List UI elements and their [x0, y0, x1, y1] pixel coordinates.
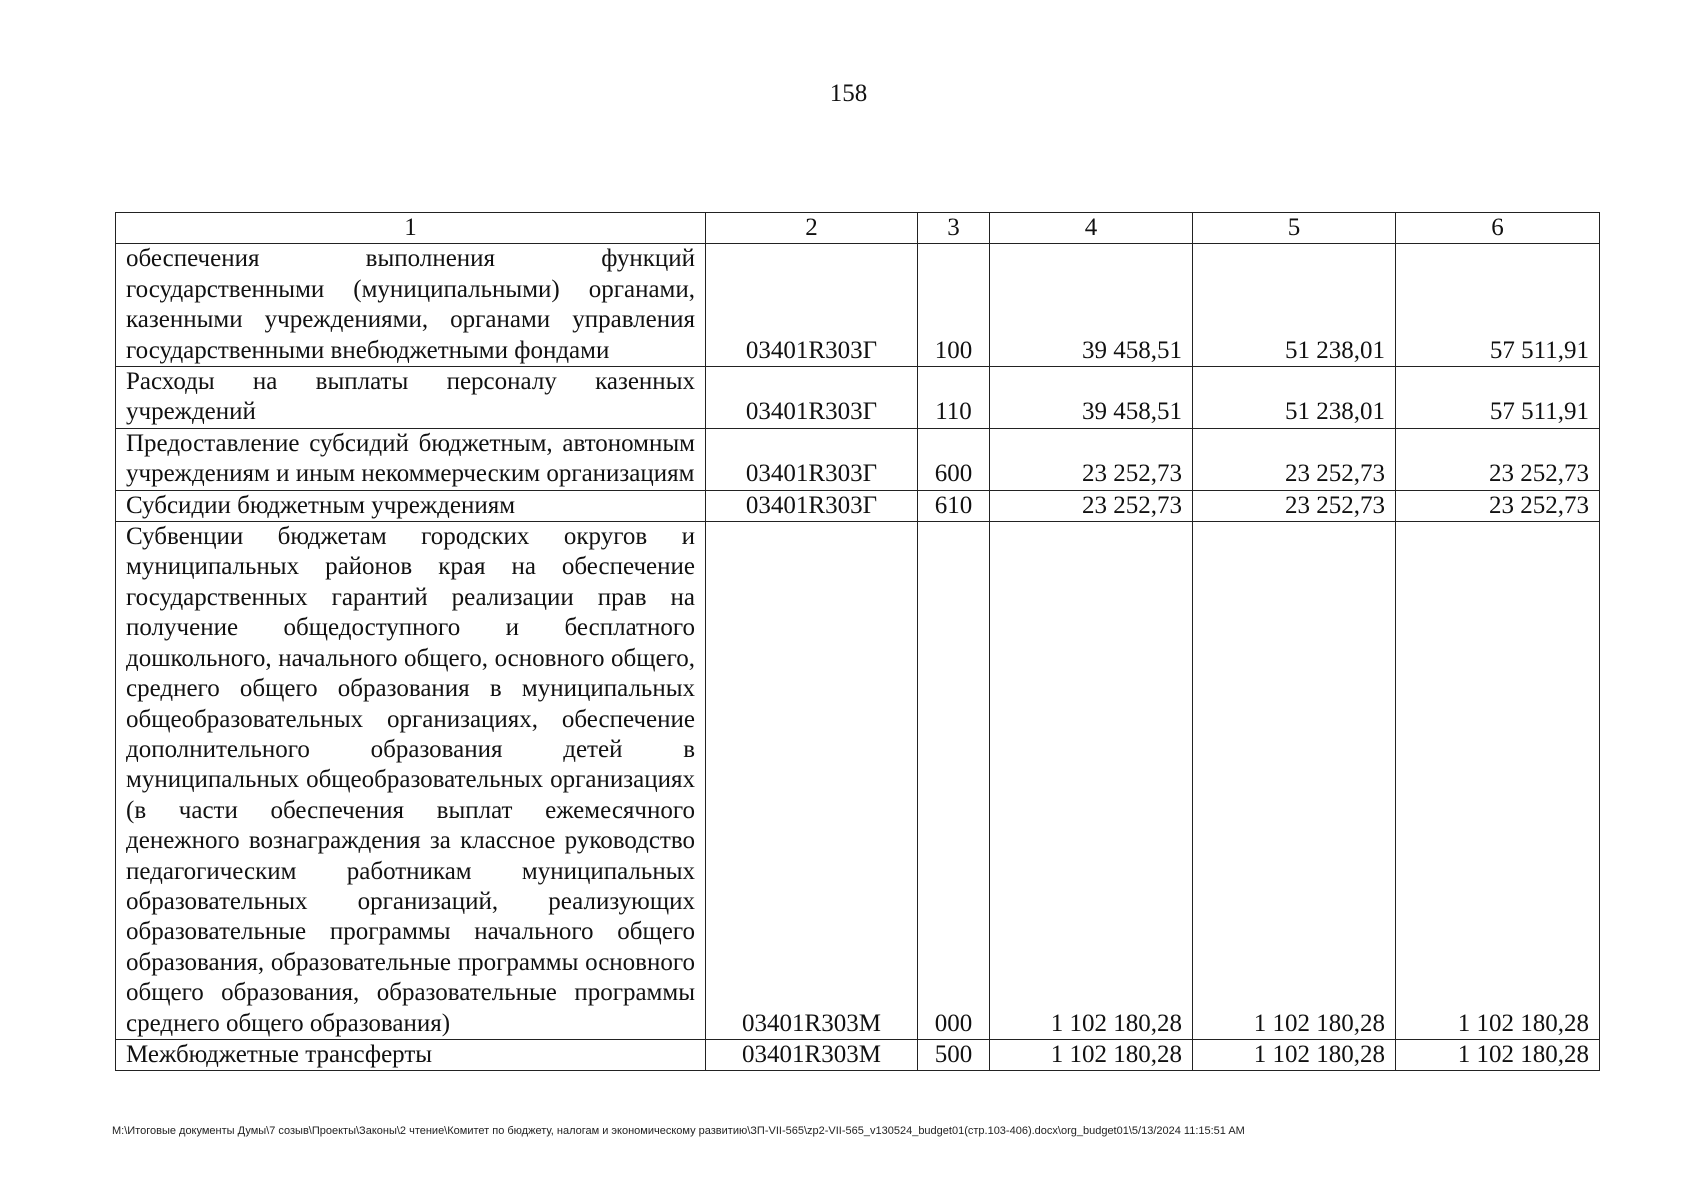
row-type: 500 [918, 1039, 990, 1070]
row-value-col5: 23 252,73 [1193, 428, 1396, 490]
row-code: 03401R303М [706, 1039, 918, 1070]
row-value-col4: 39 458,51 [990, 367, 1193, 429]
header-col-2: 2 [706, 213, 918, 244]
row-value-col5: 23 252,73 [1193, 490, 1396, 521]
table-row [116, 522, 1600, 1040]
row-code: 03401R303Г [706, 490, 918, 521]
table-row [116, 367, 1600, 429]
header-col-6: 6 [1396, 213, 1600, 244]
row-value-col4: 39 458,51 [990, 244, 1193, 367]
row-type: 600 [918, 428, 990, 490]
row-code: 03401R303Г [706, 367, 918, 429]
table-row [116, 244, 1600, 367]
header-col-1: 1 [116, 213, 706, 244]
row-value-col6: 1 102 180,28 [1396, 1039, 1600, 1070]
row-value-col5: 51 238,01 [1193, 244, 1396, 367]
row-value-col5: 1 102 180,28 [1193, 522, 1396, 1040]
table-row [116, 1039, 1600, 1070]
row-name: Субсидии бюджетным учреждениям [116, 490, 706, 521]
row-value-col4: 1 102 180,28 [990, 522, 1193, 1040]
table-row [116, 428, 1600, 490]
row-type: 000 [918, 522, 990, 1040]
row-name: Межбюджетные трансферты [116, 1039, 706, 1070]
row-value-col6: 23 252,73 [1396, 490, 1600, 521]
header-col-4: 4 [990, 213, 1193, 244]
row-value-col5: 51 238,01 [1193, 367, 1396, 429]
header-col-5: 5 [1193, 213, 1396, 244]
row-value-col6: 1 102 180,28 [1396, 522, 1600, 1040]
row-name: обеспечения выполнения функций государственными (муниципальными) органами, казенными учреждениями, органами управления государственными внебюджетными фондами [116, 244, 706, 367]
page-number: 158 [829, 80, 868, 107]
table-row [116, 490, 1600, 521]
row-name: Расходы на выплаты персоналу казенных учреждений [116, 367, 706, 429]
row-type: 100 [918, 244, 990, 367]
row-code: 03401R303Г [706, 428, 918, 490]
footer-file-path: M:\Итоговые документы Думы\7 созыв\Проекты\Законы\2 чтение\Комитет по бюджету, налогам и экономическому развитию\ЗП-VII-565\zp2-VII-565_v130524_budget01(стр.103-406).docx\org_budget01\5/13/2024 11:15:51 AM [112, 1125, 1245, 1137]
row-code: 03401R303Г [706, 244, 918, 367]
header-col-3: 3 [918, 213, 990, 244]
row-value-col4: 23 252,73 [990, 490, 1193, 521]
row-value-col6: 57 511,91 [1396, 244, 1600, 367]
row-name: Субвенции бюджетам городских округов и муниципальных районов края на обеспечение государственных гарантий реализации прав на получение общедоступного и бесплатного дошкольного, начального общего, основного общего, среднего общего образования в муниципальных общеобразовательных организациях, обеспечение дополнительного образования детей в муниципальных общеобразовательных организациях (в части обеспечения выплат ежемесячного денежного вознаграждения за классное руководство педагогическим работникам муниципальных образовательных организаций, реализующих образовательные программы начального общего образования, образовательные программы основного общего образования, образовательные программы среднего общего образования) [116, 522, 706, 1040]
row-value-col4: 1 102 180,28 [990, 1039, 1193, 1070]
row-name: Предоставление субсидий бюджетным, автономным учреждениям и иным некоммерческим организациям [116, 428, 706, 490]
table-header-row [116, 213, 1600, 244]
budget-table [115, 212, 1600, 1071]
row-value-col6: 57 511,91 [1396, 367, 1600, 429]
row-value-col5: 1 102 180,28 [1193, 1039, 1396, 1070]
row-type: 110 [918, 367, 990, 429]
row-code: 03401R303М [706, 522, 918, 1040]
row-type: 610 [918, 490, 990, 521]
row-value-col4: 23 252,73 [990, 428, 1193, 490]
row-value-col6: 23 252,73 [1396, 428, 1600, 490]
